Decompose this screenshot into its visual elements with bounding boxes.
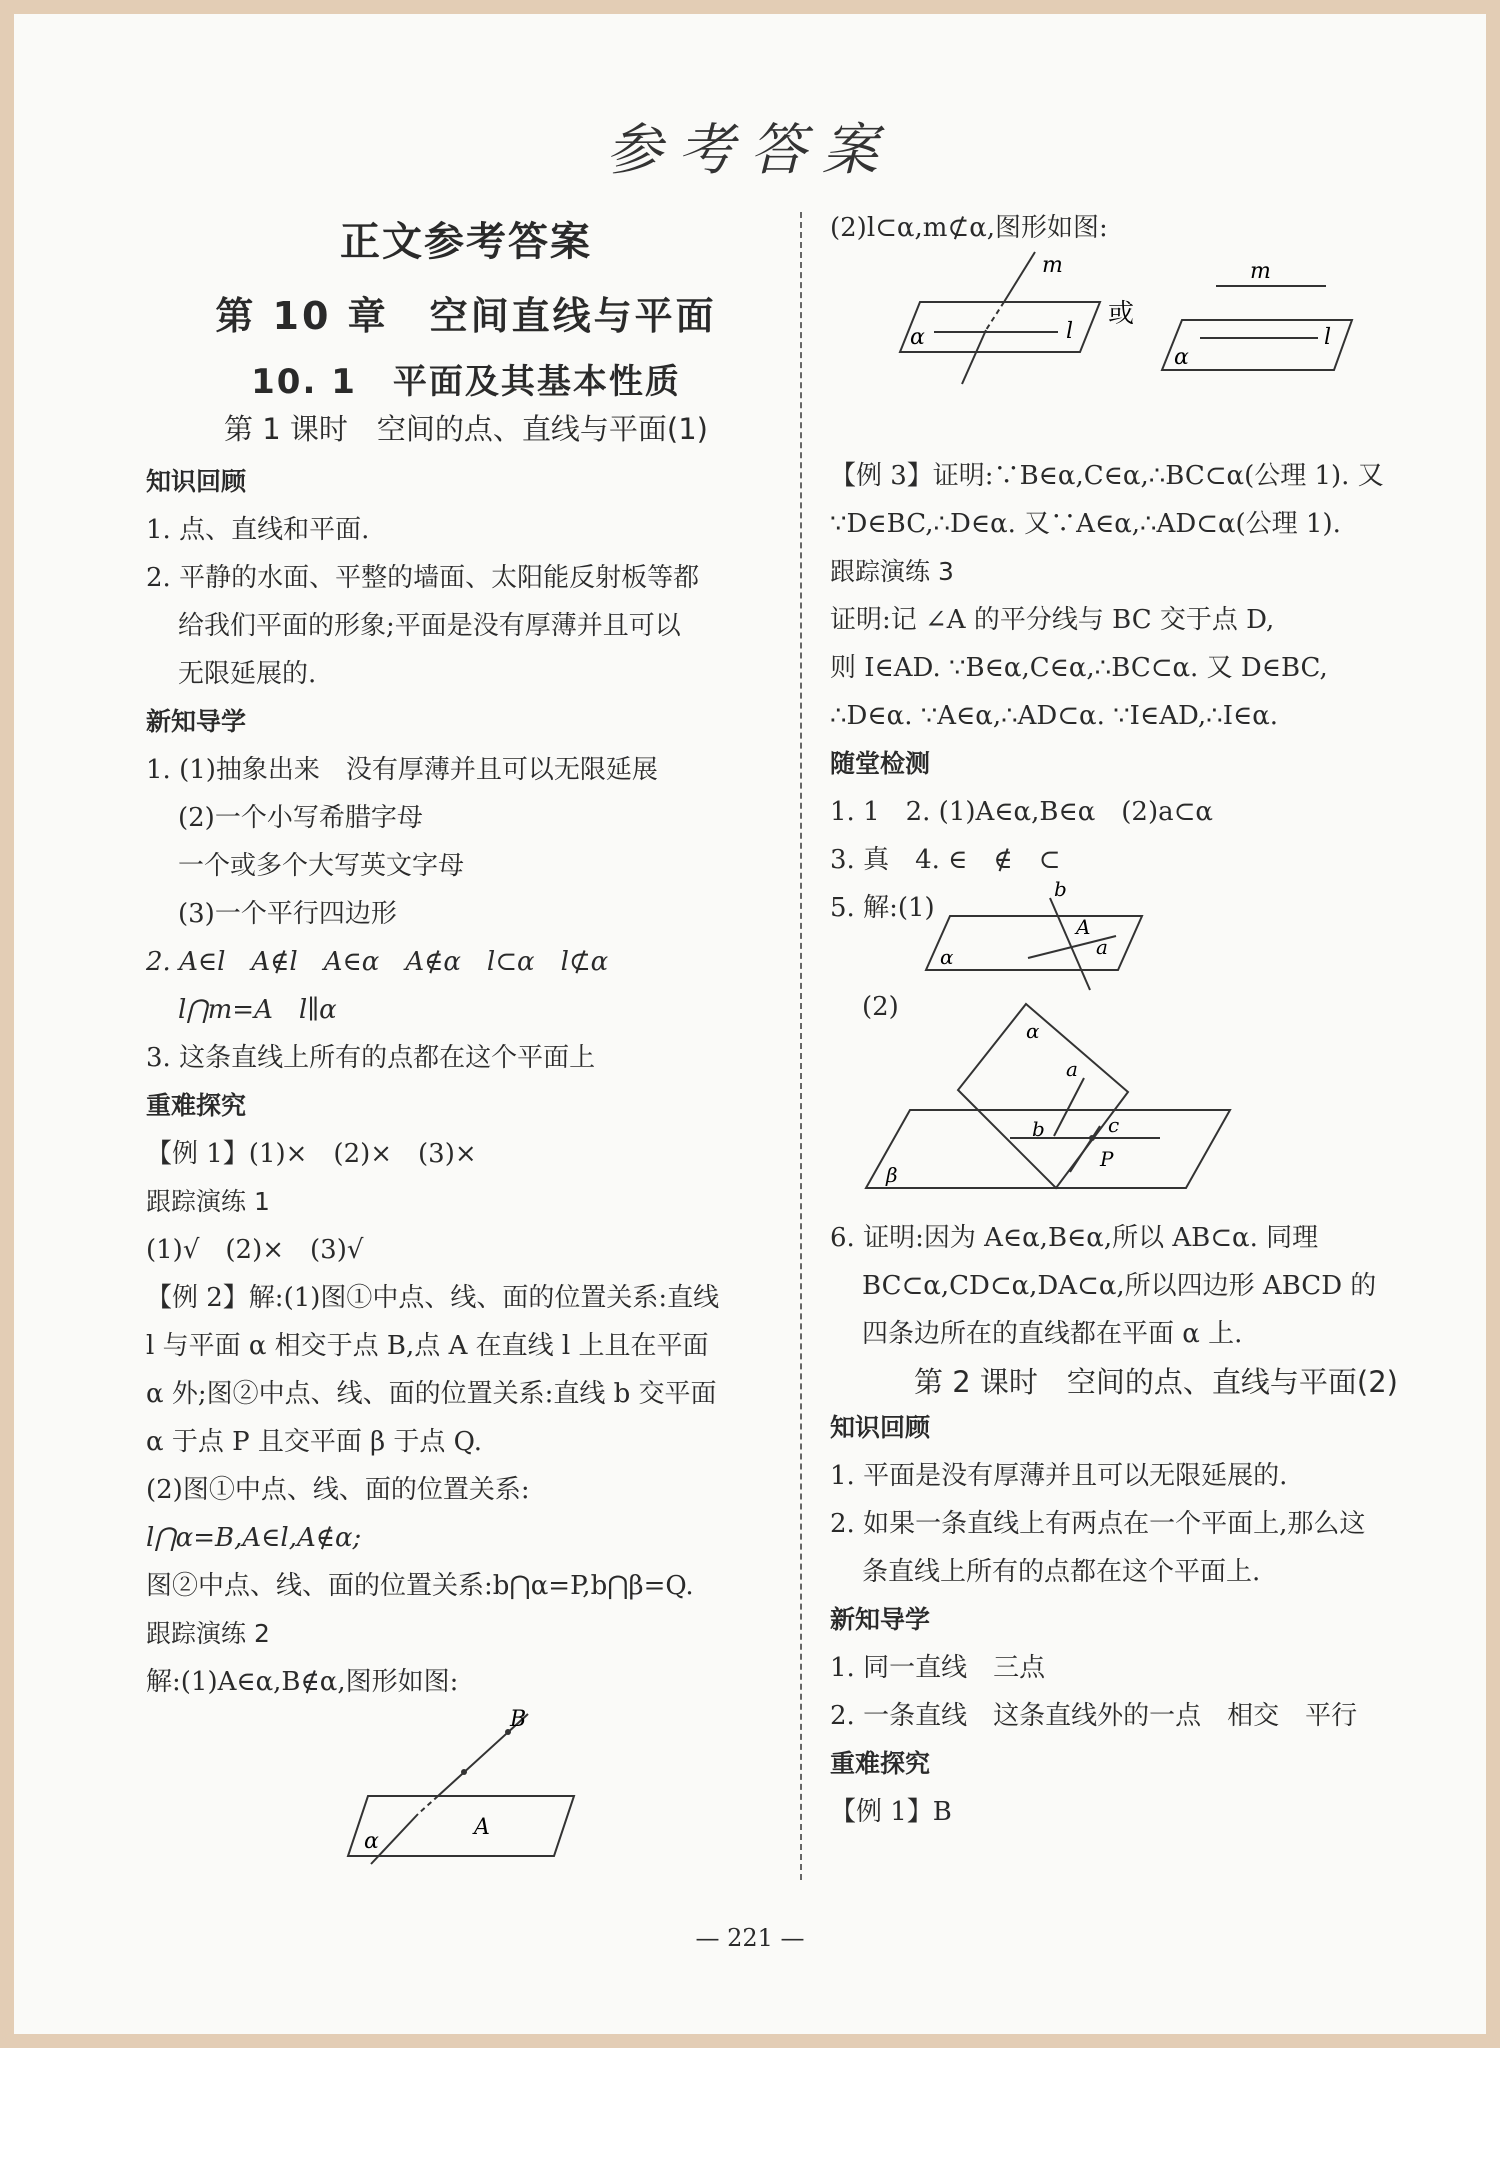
answer-line: 2. 如果一条直线上有两点在一个平面上,那么这 <box>830 1509 1366 1539</box>
answer-line: 1. 1 2. (1)A∈α,B∈α (2)a⊂α <box>830 797 1213 827</box>
answer-line: 2. A∈l A∉l A∈α A∉α l⊂α l⊄α <box>146 947 609 977</box>
answer-line: 1. 同一直线 三点 <box>830 1653 1046 1683</box>
label-m: m <box>1250 259 1271 284</box>
lesson-title: 第 1 课时 空间的点、直线与平面(1) <box>224 412 708 446</box>
answer-line: ∵D∈BC,∴D∈α. 又∵A∈α,∴AD⊂α(公理 1). <box>830 509 1341 539</box>
column-divider <box>800 212 802 1880</box>
answer-line: 1. 点、直线和平面. <box>146 515 370 545</box>
answer-line: 则 I∈AD. ∵B∈α,C∈α,∴BC⊂α. 又 D∈BC, <box>830 653 1328 683</box>
answer-line: (3)一个平行四边形 <box>178 899 397 929</box>
label-B: B <box>510 1707 527 1732</box>
answer-line: 1. 平面是没有厚薄并且可以无限延展的. <box>830 1461 1288 1491</box>
lesson-title: 第 2 课时 空间的点、直线与平面(2) <box>914 1365 1398 1399</box>
example-line: 【例 1】(1)× (2)× (3)× <box>146 1139 477 1169</box>
answer-line: (1)√ (2)× (3)√ <box>146 1235 364 1265</box>
label-b: b <box>1032 1117 1045 1141</box>
answer-line: BC⊂α,CD⊂α,DA⊂α,所以四边形 ABCD 的 <box>862 1271 1377 1301</box>
answer-line: 四条边所在的直线都在平面 α 上. <box>862 1319 1243 1349</box>
label-l: l <box>1066 319 1074 344</box>
heading-track: 跟踪演练 3 <box>830 557 954 586</box>
or-label: 或 <box>1108 299 1135 329</box>
answer-line: (2) <box>862 992 899 1022</box>
label-alpha: α <box>1026 1019 1040 1043</box>
answer-line: (2)图①中点、线、面的位置关系: <box>146 1475 530 1505</box>
label-alpha: α <box>364 1829 379 1854</box>
label-b: b <box>1054 877 1067 901</box>
answer-line: (2)一个小写希腊字母 <box>178 803 423 833</box>
example-line: 【例 2】解:(1)图①中点、线、面的位置关系:直线 <box>146 1283 720 1313</box>
right-column <box>830 204 1482 1836</box>
figure-line-through-plane <box>146 1706 786 1876</box>
heading-track: 跟踪演练 2 <box>146 1619 270 1648</box>
answer-line: 2. 平静的水面、平整的墙面、太阳能反射板等都 <box>146 563 700 593</box>
heading-hard: 重难探究 <box>830 1749 931 1778</box>
label-A: A <box>1076 915 1091 939</box>
answer-line: α 于点 P 且交平面 β 于点 Q. <box>146 1427 482 1457</box>
heading-review: 知识回顾 <box>146 467 247 496</box>
answer-line: 一个或多个大写英文字母 <box>178 851 465 881</box>
heading-new: 新知导学 <box>146 707 247 736</box>
label-beta: β <box>886 1163 898 1187</box>
answer-line: 无限延展的. <box>178 659 317 689</box>
heading-quiz: 随堂检测 <box>830 749 931 778</box>
example-line: 【例 3】证明:∵B∈α,C∈α,∴BC⊂α(公理 1). 又 <box>830 461 1384 491</box>
answer-line: 6. 证明:因为 A∈α,B∈α,所以 AB⊂α. 同理 <box>830 1223 1319 1253</box>
subsection-title: 10. 1 平面及其基本性质 <box>251 362 681 402</box>
heading-hard: 重难探究 <box>146 1091 247 1120</box>
label-alpha: α <box>910 325 925 350</box>
answer-line: 解:(1)A∈α,B∉α,图形如图: <box>146 1667 459 1697</box>
example-line: 【例 1】B <box>830 1797 952 1827</box>
answer-line: 3. 这条直线上所有的点都在这个平面上 <box>146 1043 596 1073</box>
label-alpha: α <box>940 945 954 969</box>
section-title: 正文参考答案 <box>340 219 592 265</box>
answer-line: α 外;图②中点、线、面的位置关系:直线 b 交平面 <box>146 1379 717 1409</box>
answer-line: 给我们平面的形象;平面是没有厚薄并且可以 <box>178 611 681 641</box>
label-m: m <box>1042 253 1063 278</box>
answer-line: l 与平面 α 相交于点 B,点 A 在直线 l 上且在平面 <box>146 1331 709 1361</box>
answer-line: 条直线上所有的点都在这个平面上. <box>862 1557 1261 1587</box>
answer-line: 5. 解:(1) <box>830 893 935 923</box>
heading-track: 跟踪演练 1 <box>146 1187 270 1216</box>
label-P: P <box>1100 1147 1114 1171</box>
answer-line: 1. (1)抽象出来 没有厚薄并且可以无限延展 <box>146 755 658 785</box>
label-A: A <box>474 1815 490 1840</box>
label-alpha: α <box>1174 345 1189 370</box>
figure-5-2 <box>830 1002 1482 1214</box>
page-number: — 221 — <box>695 1924 805 1952</box>
answer-line: ∴D∈α. ∵A∈α,∴AD⊂α. ∵I∈AD,∴I∈α. <box>830 701 1279 731</box>
heading-review: 知识回顾 <box>830 1413 931 1442</box>
heading-new: 新知导学 <box>830 1605 931 1634</box>
chapter-title: 第 10 章 空间直线与平面 <box>215 294 717 338</box>
label-l: l <box>1324 325 1332 350</box>
left-column <box>146 204 786 1876</box>
answer-line: 2. 一条直线 这条直线外的一点 相交 平行 <box>830 1701 1358 1731</box>
answer-line: (2)l⊂α,m⊄α,图形如图: <box>830 213 1108 243</box>
answer-line: 证明:记 ∠A 的平分线与 BC 交于点 D, <box>830 605 1275 635</box>
answer-line: 图②中点、线、面的位置关系:b⋂α=P,b⋂β=Q. <box>146 1571 694 1601</box>
label-a: a <box>1096 935 1108 959</box>
answer-line: 3. 真 4. ∈ ∉ ⊂ <box>830 845 1061 875</box>
page-title: 参考答案 <box>606 118 894 183</box>
figure-lines-and-plane <box>830 252 1482 452</box>
label-c: c <box>1108 1113 1120 1137</box>
answer-line: l⋂m=A l∥α <box>178 995 337 1025</box>
label-a: a <box>1066 1057 1078 1081</box>
page-paper <box>14 14 1486 2034</box>
answer-line: l⋂α=B,A∈l,A∉α; <box>146 1523 362 1553</box>
